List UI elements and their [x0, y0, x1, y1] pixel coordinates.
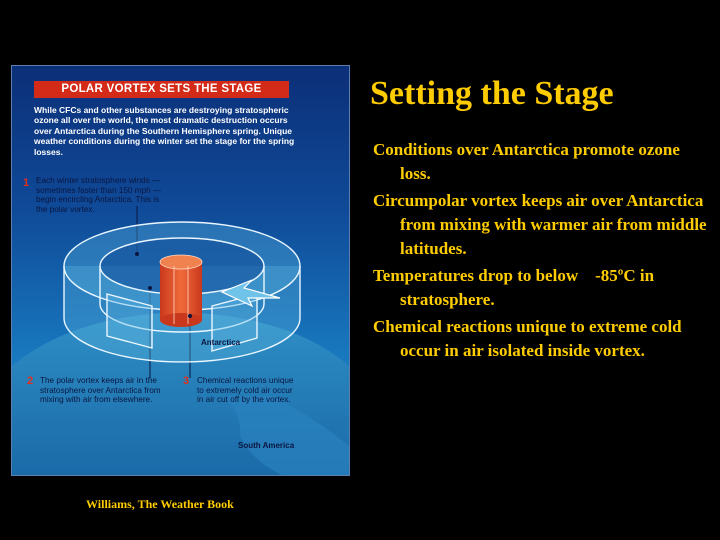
- bullet-item: Circumpolar vortex keeps air over Antarctica from mixing with warmer air from middle latitudes.: [373, 191, 711, 258]
- south-america-label: South America: [238, 441, 295, 450]
- bullet-list: [373, 138, 713, 366]
- note-2-number: 2: [27, 375, 34, 387]
- bullet-item: Chemical reactions unique to extreme cold occur in air isolated inside vortex.: [373, 317, 686, 360]
- note-3-number: 3: [183, 375, 190, 387]
- vortex-core-column: [160, 255, 202, 327]
- note-1-number: 1: [23, 177, 30, 189]
- antarctica-label: Antarctica: [201, 338, 241, 347]
- note-3-text: Chemical reactions unique to extremely cold air occur in air cut off by the vortex.: [197, 376, 294, 405]
- bullet-item: Temperatures drop to below -85ºC in stratosphere.: [373, 266, 659, 309]
- slide-title: Setting the Stage: [370, 75, 614, 112]
- figure-title: POLAR VORTEX SETS THE STAGE: [34, 81, 289, 98]
- bullet-item: Conditions over Antarctica promote ozone loss.: [373, 140, 685, 183]
- note-1-text: Each winter stratosphere winds — sometimes faster than 150 mph — begin encircling Antarctica. This is the polar vortex.: [36, 176, 162, 214]
- figure-intro-text: While CFCs and other substances are destroying stratospheric ozone all over the world, the most dramatic destruction occurs over Antarctica during the Southern Hemisphere spring. Unique weather conditions during the winter set the stage for the spring losses.: [34, 105, 295, 157]
- polar-vortex-illustration: [11, 65, 350, 476]
- note-2-text: The polar vortex keeps air in the stratosphere over Antarctica from mixing with air from elsewhere.: [40, 376, 161, 405]
- source-credit: Williams, The Weather Book: [86, 497, 234, 511]
